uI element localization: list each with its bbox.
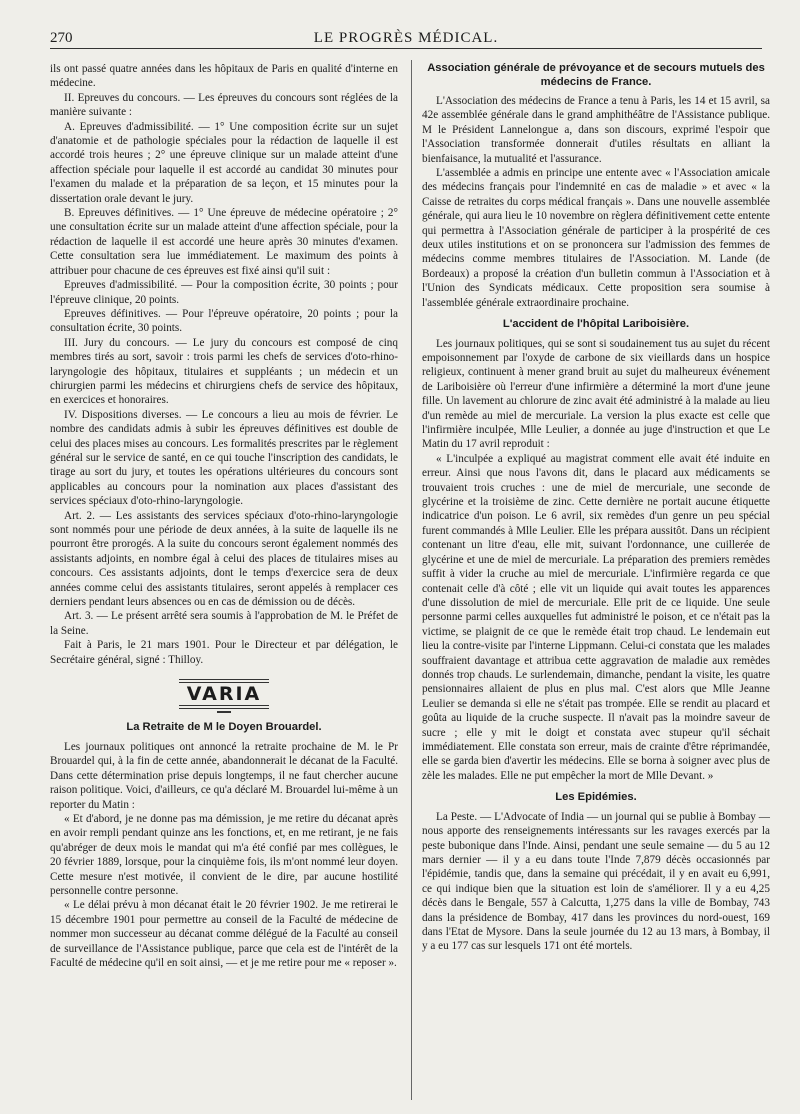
paragraph: III. Jury du concours. — Le jury du concours est composé de cinq membres tirés au sort, savoir : trois parmi les chefs de services d'oto-rhino-laryngologie des hôpitaux, titulaires et suppléants ; un médecin et un chirurgien parmi les médecins et chirurgiens chefs de service des hôpitaux, en exercices et honoraires. xyxy=(50,336,398,407)
left-column xyxy=(50,62,398,970)
paragraph: L'assemblée a admis en principe une entente avec « l'Association amicale des médecins français pour l'indemnité en cas de maladie » et avec « la Caisse de retraites du corps médical français ». Dans une nouvelle assemblée générale, qui aura lieu le 10 novembre on règlera définitivement cette entente qui permettra à l'Association générale de participer à la prospérité de ces deux utiles institutions et on se prononcera sur l'admission des femmes de médecins comme membres titulaires de l'Association. M. Lande (de Bordeaux) a proposé la création d'un bulletin commun à l'Association et à l'Union des Syndicats médicaux. Cette proposition sera soumise à l'assemblée générale extraordinaire prochaine. xyxy=(422,167,770,309)
paragraph: Les journaux politiques ont annoncé la retraite prochaine de M. le Pr Brouardel qui, à la fin de cette année, abandonnerait le décanat de la Faculté. Dans cette détermination prise depuis longtemps, il ne faut chercher aucune raison politique. Voici, d'ailleurs, ce qu'a déclaré M. Brouardel lui-même à un reporter du Matin : xyxy=(50,740,398,811)
paragraph: ils ont passé quatre années dans les hôpitaux de Paris en qualité d'interne en médecine. xyxy=(50,63,398,90)
paragraph: Les journaux politiques, qui se sont si soudainement tus au sujet du récent empoisonnement par l'oxyde de carbone de six vieillards dans un hospice religieux, continuent à mener grand bruit au sujet du malheureux événement de Lariboisière où l'erreur d'une infirmière a déterminé la mort d'une jeune fille. Un lavement au chlorure de zinc avait été administré à la malade au lieu d'un remède au miel de mercuriale. La version la plus exacte est celle que l'infirmière inculpée, Mlle Leulier, a donnée au juge d'instruction et que Le Matin du 17 avril reproduit : xyxy=(422,337,770,451)
right-column xyxy=(422,62,770,954)
column-divider xyxy=(411,60,412,1100)
paragraph: Art. 3. — Le présent arrêté sera soumis à l'approbation de M. le Préfet de la Seine. xyxy=(50,610,398,637)
running-header xyxy=(50,28,762,49)
paragraph: « Le délai prévu à mon décanat était le 20 février 1902. Je me retirerai le 15 décembre 1901 pour permettre au conseil de la Faculté de médecine de nommer mon successeur au décanat comme délégué de la Faculté au conseil de surveillance de l'Assistance publique, parce que cela est de l'intérêt de la Faculté de médecine qu'il en soit ainsi, — et je me retire pour me « reposer ». xyxy=(50,899,398,970)
paragraph: B. Epreuves définitives. — 1° Une épreuve de médecine opératoire ; 2° une consultation écrite sur un malade atteint d'une affection spéciale, pour la rédaction de laquelle il est accordé une heure après 30 minutes d'examen. Cette consultation sera lue immédiatement. Le maximum des points à attribuer pour chacune de ces épreuves est fixé ainsi qu'il suit : xyxy=(50,207,398,277)
paragraph: « Et d'abord, je ne donne pas ma démission, je me retire du décanat après en avoir rempli pendant quinze ans les fonctions, et, en me retirant, je ne fais qu'abréger de deux mois le mandat qui m'a été confié par mes collègues, le 20 février 1889, lorsque, pour la cinquième fois, ils m'ont nommé leur doyen. Cette mesure n'est motivée, il convient de le dire, par aucune hostilité personnelle contre personne. xyxy=(50,813,398,898)
page-number: 270 xyxy=(50,30,73,46)
short-rule xyxy=(217,711,231,713)
paragraph: A. Epreuves d'admissibilité. — 1° Une composition écrite sur un sujet d'anatomie et de pathologie spéciales pour la rédaction de laquelle il est accordé trois heures ; 2° une épreuve clinique sur un malade atteint d'une affection spéciale pour laquelle il est accordé au candidat 30 minutes pour l'examen du malade et la préparation de sa leçon, et 15 minutes pour la dissertation orale devant le jury. xyxy=(50,120,398,205)
paragraph: « L'inculpée a expliqué au magistrat comment elle avait été induite en erreur. Ainsi que nous l'avons dit, dans le placard aux médicaments se trouvaient trois cruches : une de miel de mercuriale, une seconde de glycérine et la troisième de zinc. Cette dernière ne portait aucune étiquette indicatrice d'un poison. Le 6 avril, six remèdes d'un genre un peu spécial furent commandés à Mlle Leulier. Elle les prépara aussitôt. Dans un récipient contenant un litre d'eau, elle mit, suivant l'ordonnance, une cuillerée de glycérine et une de miel de mercuriale. La préparation des premiers remèdes suffit à vider la cruche au miel de mercuriale. L'infirmière regarda ce que contenait celle d'à côté ; elle vit un liquide qui avait toutes les apparences d'une dissolution de miel de mercuriale. Elle prit de ce liquide. Une seule personne parmi celles auxquelles fut administré le poison, et ce n'était pas la victime, se plaignit de ce que le remède était trop chaud. Le lendemain eut lieu la contre-visite par l'interne Lippmann. Celui-ci constata que les malades souffraient davantage et attribua cette aggravation de maladie aux remèdes donnés trop chauds. Le surlendemain, dimanche, pendant la visite, les quatre pensionnaires allaient de plus en plus mal. C'est alors que Mlle Jeanne Leulier se demanda si elle ne s'était pas trompée. Elle se rendit au placard et goûta au liquide de la cruche suspecte. Il n'avait pas la moindre saveur de sucre ; elle y mit le doigt et constata avec stupeur qu'il séchait immédiatement. Elle constata son erreur, mais de crainte d'être réprimandée, elle se garda bien d'avertir les médecins. Elle se borna à soigner avec plus de zèle les malades. Elle ne put empêcher la mort de Mlle Devant. » xyxy=(422,452,770,782)
section-title: Les Epidémies. xyxy=(555,791,637,804)
paragraph: Art. 2. — Les assistants des services spéciaux d'oto-rhino-laryngologie sont nommés pour une période de deux années, à la suite de laquelle ils ne pourront être prorogés. A la suite du concours seront également nommés des assistants adjoints, en nombre égal à celui des places de titulaires mises au concours. Ces assistants adjoints, dont le temps d'exercice sera de deux années comme celui des assistants titulaires, seront appelés à remplacer ces derniers pendant leurs absences ou en cas de démission ou de décès. xyxy=(50,509,398,609)
paragraph: Fait à Paris, le 21 mars 1901. Pour le Directeur et par délégation, le Secrétaire général, signé : Thilloy. xyxy=(50,639,398,666)
paragraph: L'Association des médecins de France a tenu à Paris, les 14 et 15 avril, sa 42e assemblée générale dans le grand amphithéâtre de l'Assistance publique. M le Président Lannelongue a, dans son discours, exprimé l'espoir que l'Association transformée donnerait d'utiles résultats en alliant la bienfaisance, la mutualité et l'assurance. xyxy=(422,95,770,165)
varia-block xyxy=(50,679,398,713)
paragraph: Epreuves d'admissibilité. — Pour la composition écrite, 30 points ; pour l'épreuve clinique, 20 points. xyxy=(50,279,398,306)
ornament-rule xyxy=(179,705,269,709)
section-title: Association générale de prévoyance et de secours mutuels des médecins de France. xyxy=(427,62,765,88)
paragraph: IV. Dispositions diverses. — Le concours a lieu au mois de février. Le nombre des candidats admis à subir les épreuves définitives est double de celui des places mises au concours. Les formalités prescrites par le règlement général sur le service de santé, en ce qui touche l'inscription des candidats, le tirage au sort du jury, et toutes les opérations ultérieures du concours sont applicables au concours pour la nomination aux places d'assistant des services spéciaux d'oto-rhino-laryngologie. xyxy=(50,408,398,508)
paragraph: II. Epreuves du concours. — Les épreuves du concours sont réglées de la manière suivante : xyxy=(50,91,398,119)
paragraph: Epreuves définitives. — Pour l'épreuve opératoire, 20 points ; pour la consultation écrite, 30 points. xyxy=(50,307,398,335)
journal-title: LE PROGRÈS MÉDICAL. xyxy=(313,30,499,46)
paragraph: La Peste. — L'Advocate of India — un journal qui se publie à Bombay — nous apporte des renseignements intéressants sur les ravages exercés par la peste bubonique dans l'Inde. Ainsi, pendant une seule semaine — du 5 au 12 mars dernier — il y a eu dans toute l'Inde 7,879 décès occasionnés par l'épidémie, tandis que, dans la semaine qui précédait, il y en avait eu 6,991, ce qui indique bien que la situation est loin de s'améliorer. Il y a eu 4,25 décès dans le Bengale, 557 à Calcutta, 1,275 dans la ville de Bombay, 743 dans la présidence de Bombay, 417 dans les provinces du nord-ouest, 169 dans l'Etat de Mysore. Dans la seule journée du 12 au 13 mars, à Bombay, il y a eu 177 cas sur lesquels 171 ont été mortels. xyxy=(422,810,770,953)
article-title: La Retraite de M le Doyen Brouardel. xyxy=(126,721,322,734)
section-title: L'accident de l'hôpital Lariboisière. xyxy=(502,318,690,331)
varia-heading: VARIA xyxy=(186,683,262,706)
